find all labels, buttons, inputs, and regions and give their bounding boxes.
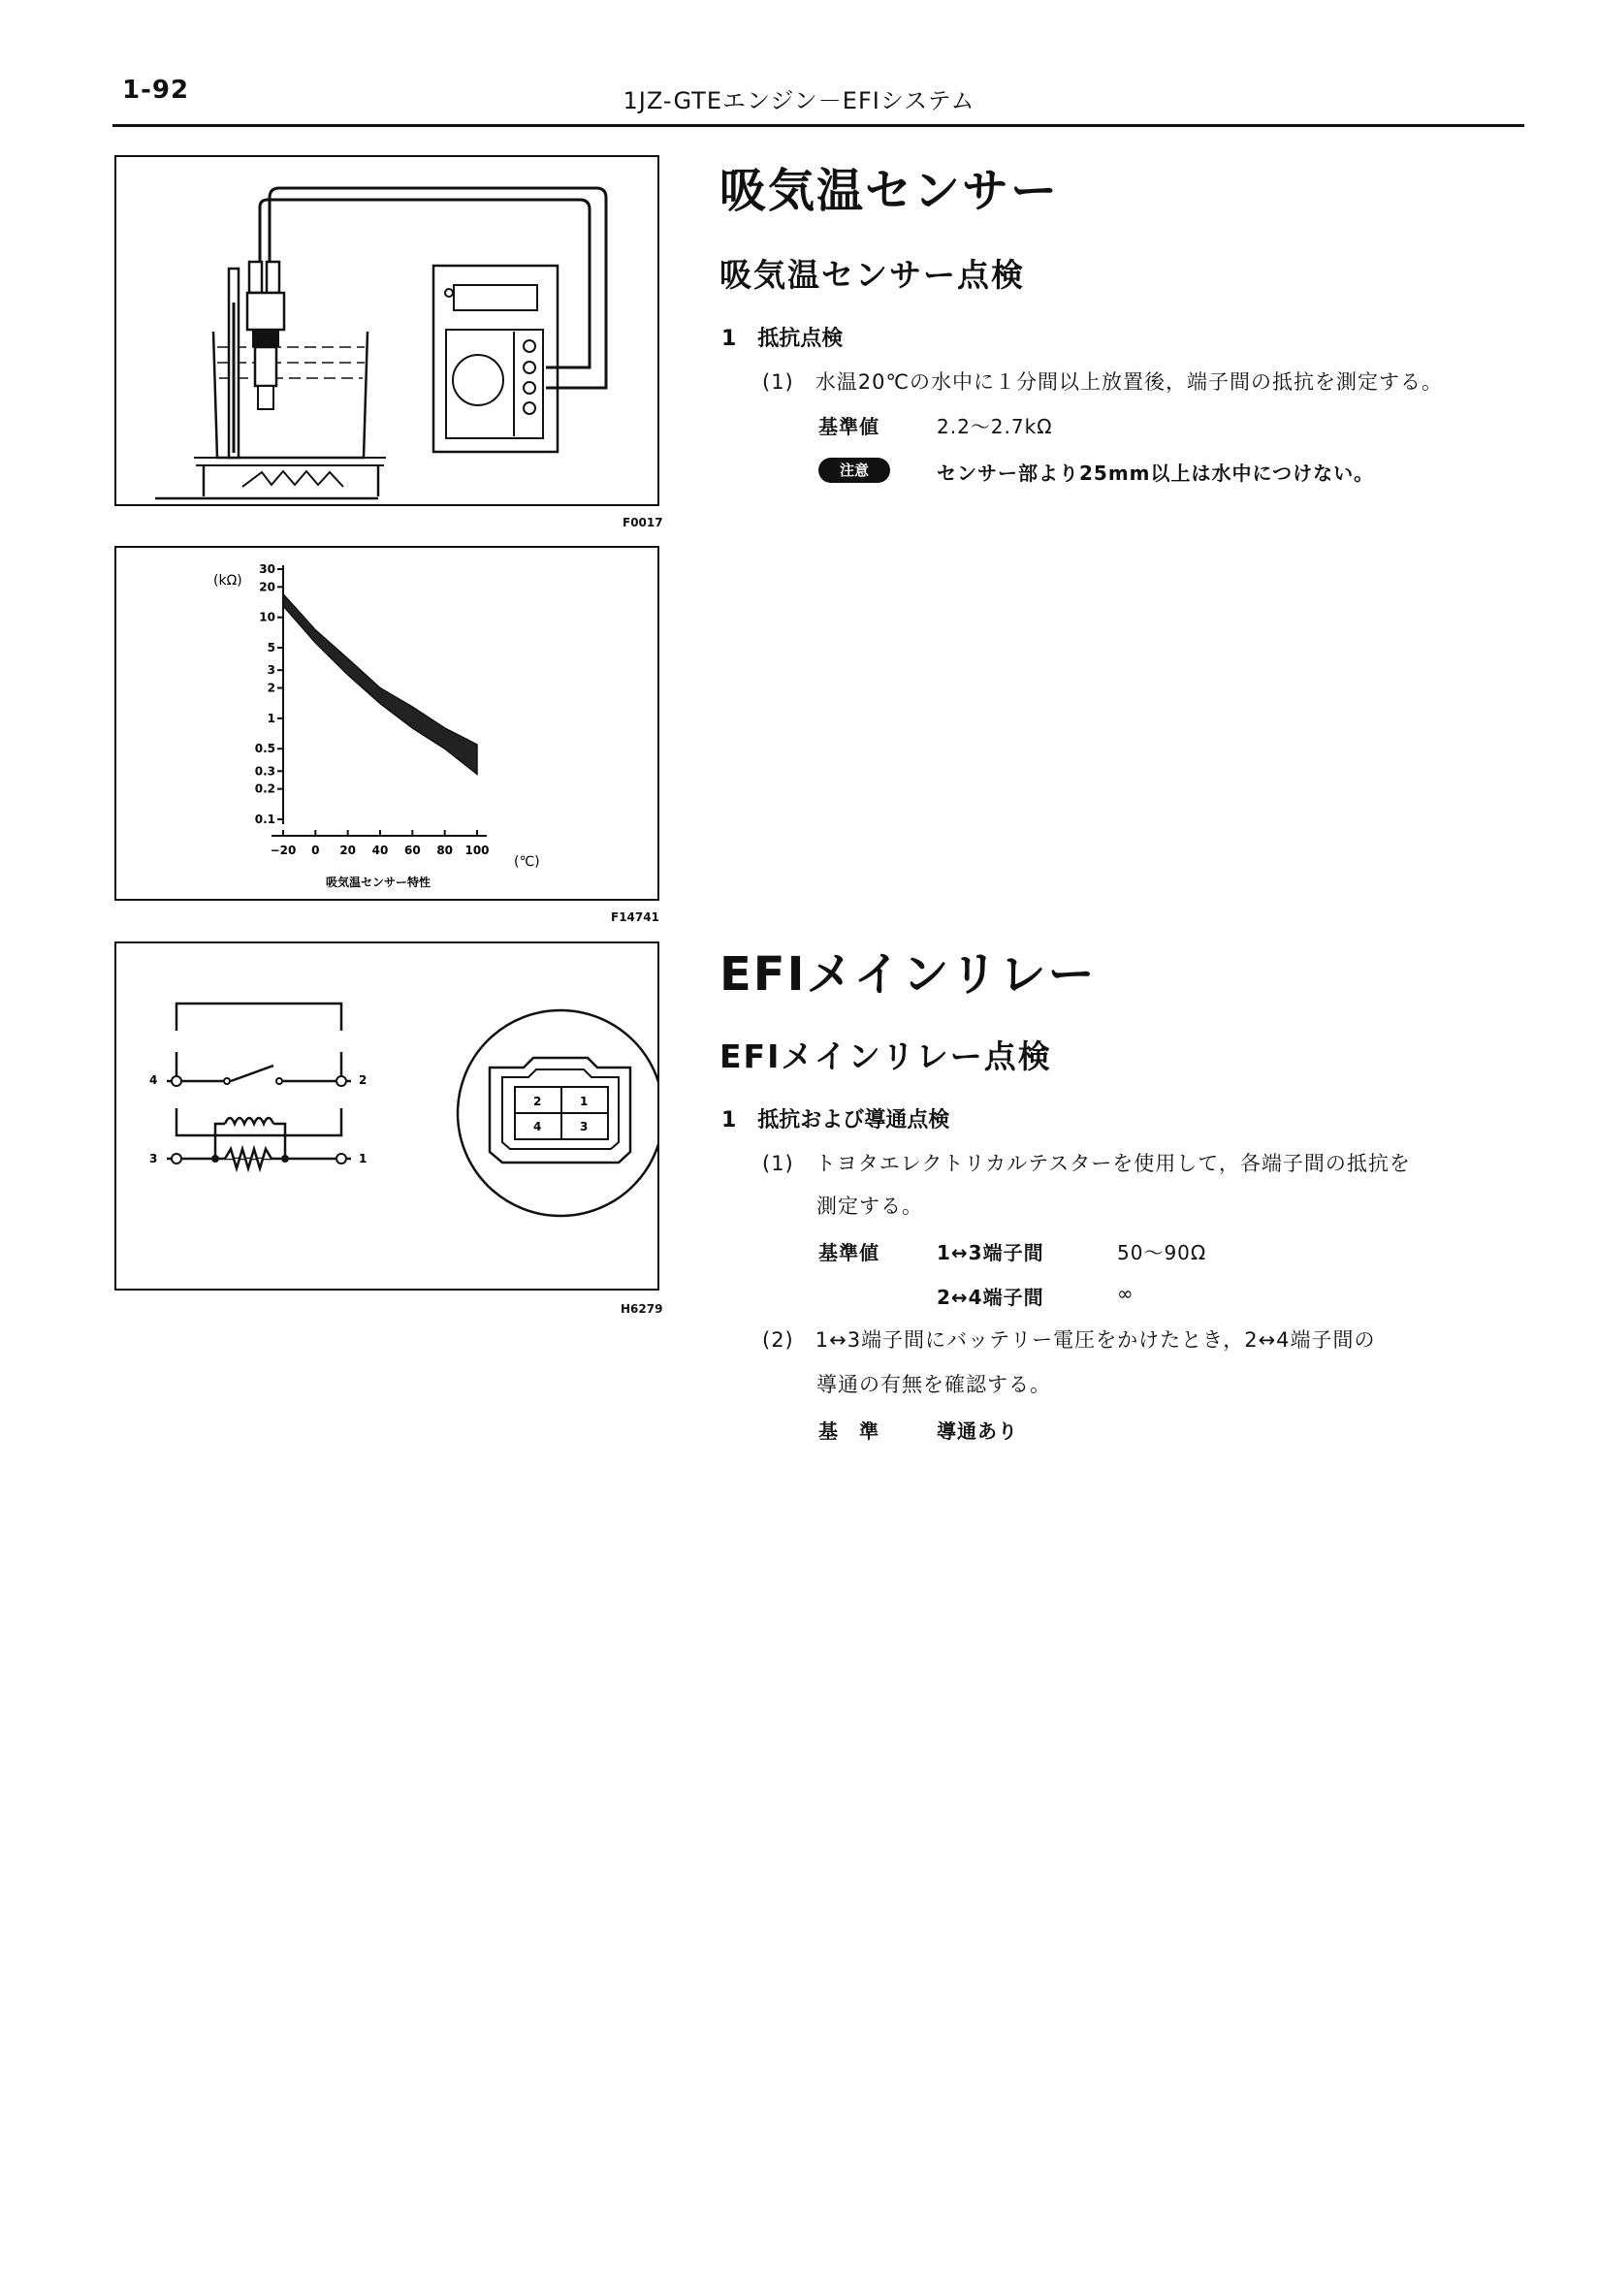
x-tick-label: 20 — [339, 844, 357, 857]
y-axis-label: (kΩ) — [213, 573, 242, 589]
spec-terminals: 2↔4端子間 — [937, 1286, 1044, 1309]
figure-code: H6279 — [621, 1302, 663, 1316]
step-heading: 1 抵抗および導通点検 — [721, 1108, 950, 1132]
subsection-title-intake-check: 吸気温センサー点検 — [719, 256, 1025, 294]
x-tick-label: 0 — [311, 844, 320, 857]
spec-terminals: 1↔3端子間 — [937, 1241, 1044, 1264]
section-title-efi-relay: EFIメインリレー — [719, 947, 1097, 1002]
y-tick-label: 3 — [267, 663, 275, 678]
terminal-2-label: 2 — [359, 1073, 368, 1087]
y-tick-label: 0.3 — [254, 764, 275, 779]
step-heading: 1 抵抗点検 — [721, 327, 844, 351]
y-tick-label: 5 — [267, 641, 275, 655]
running-title: 1JZ-GTEエンジン－EFIシステム — [623, 87, 975, 114]
section-title-intake-sensor: 吸気温センサー — [719, 164, 1060, 218]
y-ticks — [255, 562, 283, 826]
caution-text: センサー部より25mm以上は水中につけない。 — [937, 462, 1375, 485]
y-tick-label: 30 — [259, 562, 275, 576]
spec-value: 2.2～2.7kΩ — [937, 415, 1053, 438]
connector-pin-4: 4 — [533, 1120, 542, 1133]
standard-value: 導通あり — [937, 1419, 1018, 1443]
page-number: 1-92 — [122, 76, 190, 105]
y-tick-label: 1 — [267, 711, 275, 725]
connector-pin-2: 2 — [533, 1095, 542, 1108]
y-tick-label: 0.2 — [254, 781, 275, 796]
x-tick-label: 80 — [436, 844, 454, 857]
spec-label: 基準値 — [818, 1241, 879, 1264]
spec-value: ∞ — [1117, 1282, 1135, 1305]
instruction-text: 測定する。 — [816, 1195, 923, 1218]
spec-label: 基準値 — [818, 415, 879, 438]
figure-relay-circuit — [114, 941, 659, 1291]
y-tick-label: 0.5 — [254, 742, 275, 756]
terminal-3-label: 3 — [149, 1152, 158, 1165]
y-tick-label: 10 — [259, 610, 275, 624]
relay-circuit-diagram — [116, 943, 657, 1289]
figure-code: F14741 — [611, 910, 659, 924]
figure-sensor-characteristic — [114, 546, 659, 901]
standard-label: 基 準 — [818, 1419, 879, 1443]
x-axis-label: (℃) — [514, 854, 540, 870]
y-tick-label: 2 — [267, 681, 275, 695]
characteristic-band — [283, 594, 477, 775]
sensor-test-illustration — [116, 157, 657, 504]
x-tick-label: 60 — [403, 844, 421, 857]
x-tick-label: 100 — [464, 844, 490, 857]
instruction-text: (1) トヨタエレクトリカルテスターを使用して，各端子間の抵抗を — [762, 1152, 1411, 1175]
sensor-characteristic-chart — [116, 548, 657, 899]
x-tick-label: 40 — [371, 844, 389, 857]
connector-pin-3: 3 — [580, 1120, 589, 1133]
instruction-text: 導通の有無を確認する。 — [816, 1373, 1051, 1396]
x-tick-label: −20 — [270, 844, 297, 857]
instruction-text: (1) 水温20℃の水中に１分間以上放置後，端子間の抵抗を測定する。 — [762, 370, 1444, 394]
terminal-1-label: 1 — [359, 1152, 368, 1165]
y-tick-label: 20 — [259, 580, 275, 594]
caution-badge: 注意 — [818, 458, 890, 483]
y-tick-label: 0.1 — [254, 813, 275, 826]
subsection-title-relay-check: EFIメインリレー点検 — [719, 1037, 1052, 1075]
instruction-text: (2) 1↔3端子間にバッテリー電圧をかけたとき，2↔4端子間の — [762, 1328, 1376, 1352]
connector-pin-1: 1 — [580, 1095, 589, 1108]
figure-sensor-test-setup — [114, 155, 659, 506]
chart-caption: 吸気温センサー特性 — [325, 876, 431, 889]
terminal-4-label: 4 — [149, 1073, 158, 1087]
header-rule — [112, 124, 1524, 127]
x-ticks — [271, 830, 490, 857]
figure-code: F0017 — [623, 516, 663, 529]
spec-value: 50～90Ω — [1117, 1241, 1207, 1264]
